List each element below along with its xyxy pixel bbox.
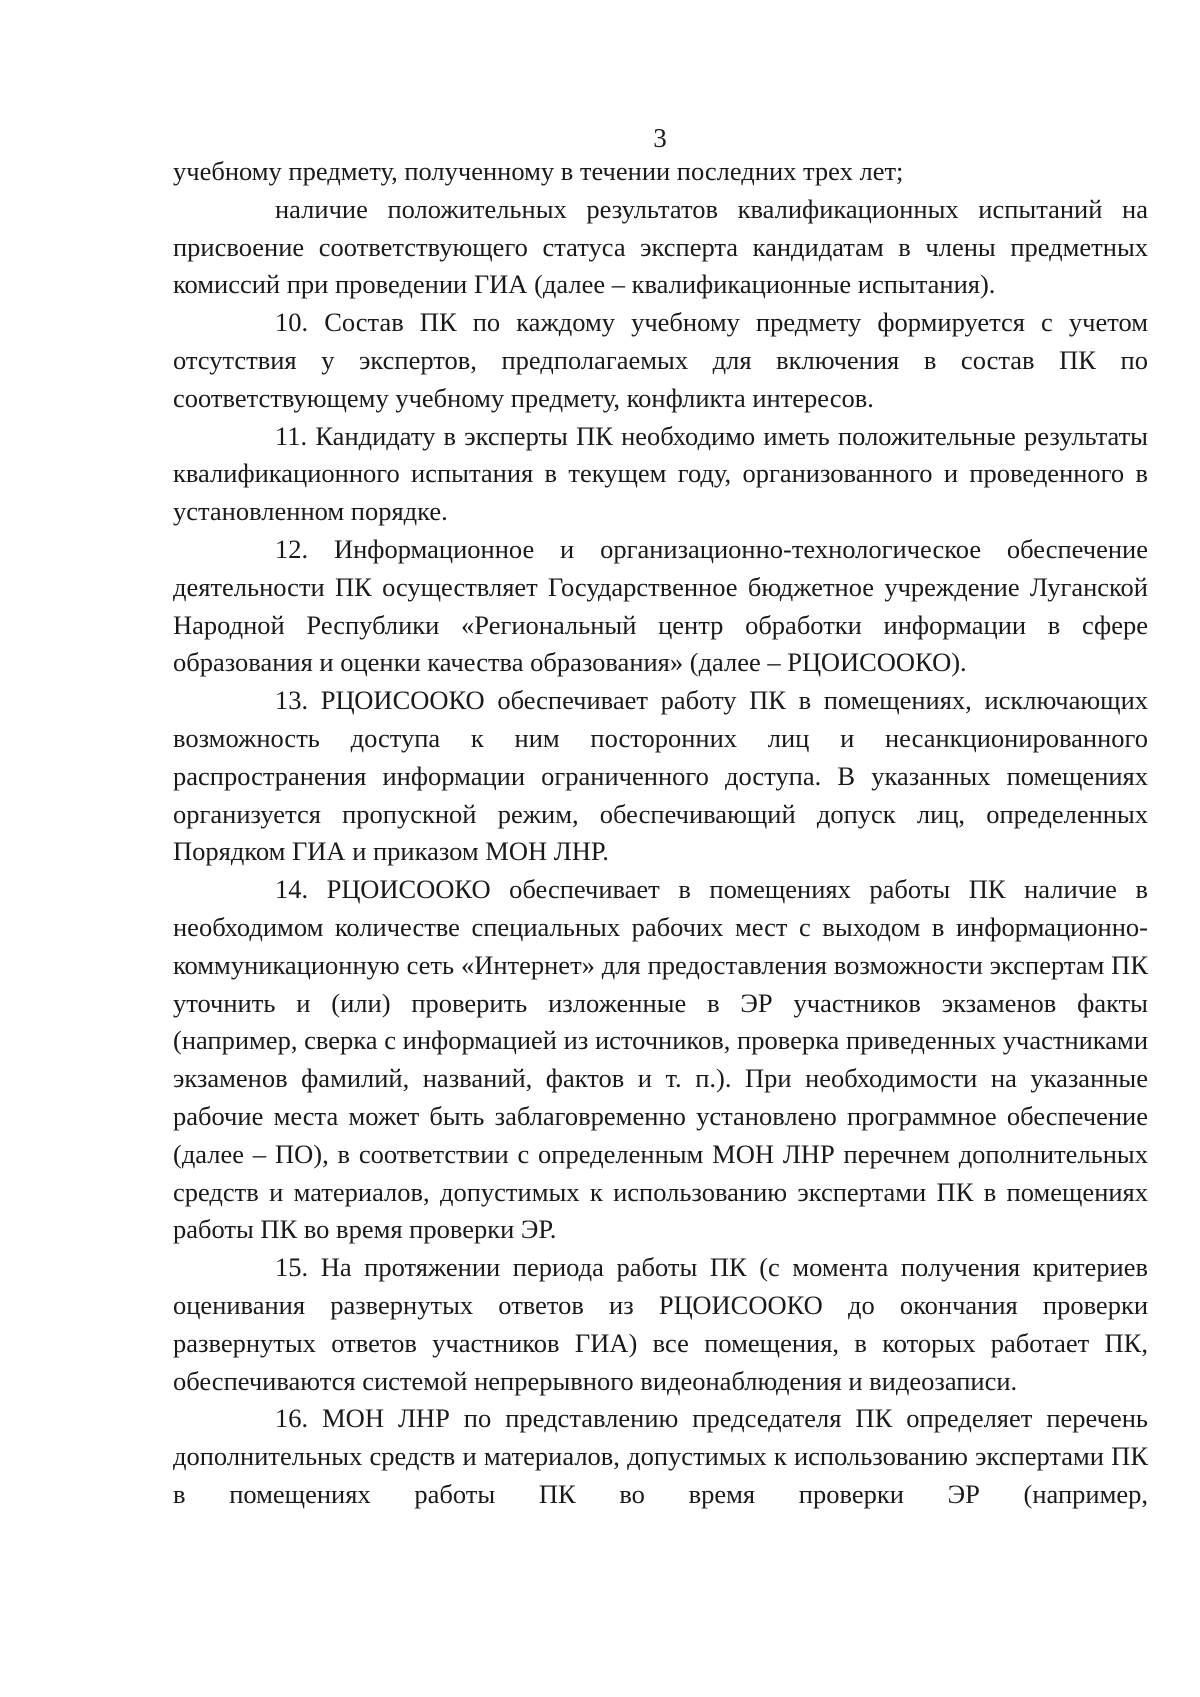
paragraph-item-13: 13. РЦОИСООКО обеспечивает работу ПК в помещениях, исключающих возможность доступа к ним посторонних лиц и несанкционированного распространения информации ограниченного доступа. В указанных помещениях организуется пропускной режим, обеспечивающий допуск лиц, определенных Порядком ГИА и приказом МОН ЛНР. <box>173 685 1148 867</box>
document-body <box>173 153 1148 1514</box>
paragraph-item-16: 16. МОН ЛНР по представлению председателя ПК определяет перечень дополнительных средств и материалов, допустимых к использованию экспертами ПК в помещениях работы ПК во время проверки ЭР (например, <box>173 1403 1148 1509</box>
paragraph-item-14: 14. РЦОИСООКО обеспечивает в помещениях работы ПК наличие в необходимом количестве специальных рабочих мест с выходом в информационно-коммуникационную сеть «Интернет» для предоставления возможности экспертам ПК уточнить и (или) проверить изложенные в ЭР участников экзаменов факты (например, сверка с информацией из источников, проверка приведенных участниками экзаменов фамилий, названий, фактов и т. п.). При необходимости на указанные рабочие места может быть заблаговременно установлено программное обеспечение (далее – ПО), в соответствии с определенным МОН ЛНР перечнем дополнительных средств и материалов, допустимых к использованию экспертами ПК в помещениях работы ПК во время проверки ЭР. <box>173 874 1148 1245</box>
paragraph-item-12: 12. Информационное и организационно-технологическое обеспечение деятельности ПК осуществляет Государственное бюджетное учреждение Луганской Народной Республики «Региональный центр обработки информации в сфере образования и оценки качества образования» (далее – РЦОИСООКО). <box>173 533 1148 678</box>
paragraph-item-15: 15. На протяжении периода работы ПК (с момента получения критериев оценивания развернутых ответов из РЦОИСООКО до окончания проверки развернутых ответов участников ГИА) все помещения, в которых работает ПК, обеспечиваются системой непрерывного видеонаблюдения и видеозаписи. <box>173 1252 1148 1396</box>
paragraph-continuation: учебному предмету, полученному в течении последних трех лет; <box>173 156 904 186</box>
paragraph-item-10: 10. Состав ПК по каждому учебному предмету формируется с учетом отсутствия у экспертов, предполагаемых для включения в состав ПК по соответствующему учебному предмету, конфликта интересов. <box>173 307 1148 413</box>
page-number: 3 <box>653 123 667 153</box>
paragraph-item-11: 11. Кандидату в эксперты ПК необходимо иметь положительные результаты квалификационного испытания в текущем году, организованного и проведенного в установленном порядке. <box>173 420 1148 527</box>
paragraph-qualification-tests: наличие положительных результатов квалификационных испытаний на присвоение соответствующего статуса эксперта кандидатам в члены предметных комиссий при проведении ГИА (далее – квалификационные испытания). <box>173 193 1148 300</box>
